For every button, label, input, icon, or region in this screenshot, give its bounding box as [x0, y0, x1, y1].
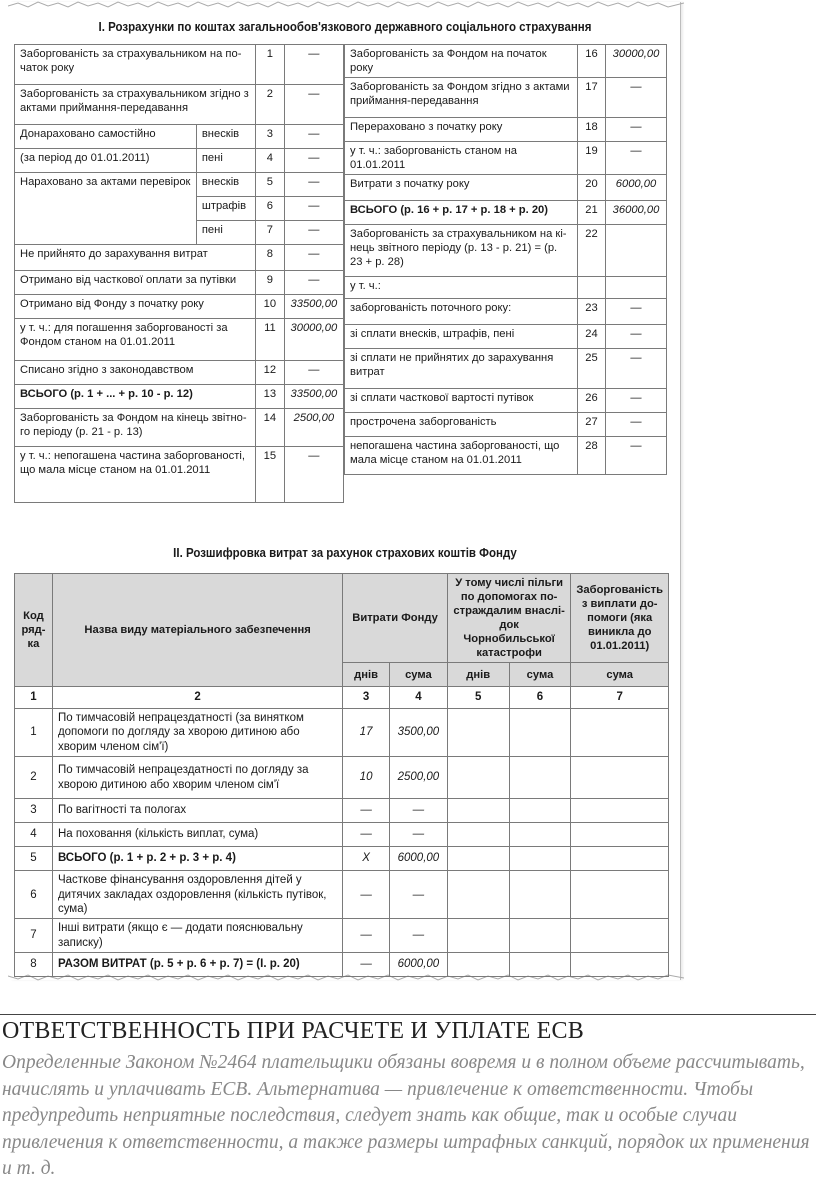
- row-empty: [447, 847, 509, 871]
- row-empty: [447, 953, 509, 977]
- row-label: у т. ч.: для погашення заборгованості за Фондом станом на 01.01.2011: [15, 319, 256, 361]
- row-empty: [509, 953, 571, 977]
- table-row: [345, 45, 667, 78]
- header-sum-2: сума: [509, 663, 571, 687]
- table-row: [345, 201, 667, 225]
- row-empty: [509, 871, 571, 919]
- row-label: Донараховано самостійно: [15, 125, 197, 149]
- row-label: Отримано від Фонду з початку року: [15, 295, 256, 319]
- row-code: 9: [256, 271, 285, 295]
- row-label: Заборгованість за Фондом на початок року: [345, 45, 578, 78]
- row-value: —: [284, 221, 343, 245]
- row-label: у т. ч.: заборгованість станом на 01.01.2011: [345, 142, 578, 175]
- row-empty: [571, 709, 669, 757]
- row-days: Х: [343, 847, 390, 871]
- table-row: [345, 349, 667, 389]
- colnum: 4: [389, 687, 447, 709]
- row-empty: [447, 799, 509, 823]
- header-sum: сума: [389, 663, 447, 687]
- row-code: 15: [256, 447, 285, 503]
- row-sublabel: штрафів: [196, 197, 255, 221]
- row-value: —: [284, 173, 343, 197]
- row-name: На поховання (кількість виплат, сума): [52, 823, 342, 847]
- table-row: [345, 277, 667, 299]
- table-row: [15, 871, 669, 919]
- row-label: заборгованість поточного року:: [345, 299, 578, 325]
- row-sum: 6000,00: [389, 847, 447, 871]
- table-row: [15, 823, 669, 847]
- row-code: 13: [256, 385, 285, 409]
- row-empty: [447, 871, 509, 919]
- row-code: 1: [15, 709, 53, 757]
- row-code: 11: [256, 319, 285, 361]
- row-code: 1: [256, 45, 285, 85]
- row-value: 2500,00: [284, 409, 343, 447]
- table-row: [15, 173, 344, 197]
- row-label: Витрати з початку року: [345, 175, 578, 201]
- row-code: 8: [256, 245, 285, 271]
- row-code: 3: [256, 125, 285, 149]
- table-row: [345, 118, 667, 142]
- row-empty: [509, 757, 571, 799]
- row-code: 3: [15, 799, 53, 823]
- table-row: [15, 709, 669, 757]
- row-value: 33500,00: [284, 295, 343, 319]
- row-days: —: [343, 919, 390, 953]
- colnum: 3: [343, 687, 390, 709]
- header-fund: Витрати Фонду: [343, 574, 448, 663]
- row-sublabel: внесків: [196, 173, 255, 197]
- row-value: —: [606, 299, 667, 325]
- table-row: [15, 847, 669, 871]
- row-value: —: [606, 389, 667, 413]
- row-label: Заборгованість за страхувальником згідно з актами приймання-передавання: [15, 85, 256, 125]
- row-name: По тимчасовій непрацездатності (за винятком допомоги по догляду за хворою дитиною або хворим членом сім'ї): [52, 709, 342, 757]
- row-days: —: [343, 953, 390, 977]
- row-label: Не прийнято до зарахування витрат: [15, 245, 256, 271]
- table-row: [15, 45, 344, 85]
- row-code: 21: [578, 201, 606, 225]
- row-name: Часткове фінансування оздоровлення дітей у дитячих закладах оздоровлення (кількість путівок, сума): [52, 871, 342, 919]
- header-days-2: днів: [447, 663, 509, 687]
- table-row: [345, 225, 667, 277]
- row-name: Інші витрати (якщо є — додати пояснювальну записку): [52, 919, 342, 953]
- row-empty: [571, 919, 669, 953]
- row-value: —: [284, 361, 343, 385]
- row-code: 26: [578, 389, 606, 413]
- row-label: у т. ч.:: [345, 277, 578, 299]
- header-name: Назва виду матеріального забезпечення: [52, 574, 342, 687]
- row-value: —: [284, 45, 343, 85]
- section1-title: І. Розрахунки по коштах загальнообов'язкового державного соціального страхування: [98, 20, 592, 34]
- row-label: Заборгованість за страхувальником на кі-нець звітного періоду (р. 13 - р. 21) = (р. 23 + р. 28): [345, 225, 578, 277]
- row-sublabel: пені: [196, 149, 255, 173]
- row-label: зі сплати часткової вартості путівок: [345, 389, 578, 413]
- row-empty: [509, 919, 571, 953]
- row-code: 2: [256, 85, 285, 125]
- row-sum: —: [389, 919, 447, 953]
- row-label: Отримано від часткової оплати за путівки: [15, 271, 256, 295]
- row-days: —: [343, 823, 390, 847]
- row-code: 19: [578, 142, 606, 175]
- row-code: 25: [578, 349, 606, 389]
- row-value: 36000,00: [606, 201, 667, 225]
- section1-left-table: [14, 44, 344, 503]
- row-value: —: [284, 85, 343, 125]
- row-label: Заборгованість за страхувальником на по-чаток року: [15, 45, 256, 85]
- row-name: РАЗОМ ВИТРАТ (р. 5 + р. 6 + р. 7) = (І. р. 20): [52, 953, 342, 977]
- row-sum: —: [389, 799, 447, 823]
- row-code: 8: [15, 953, 53, 977]
- row-days: —: [343, 799, 390, 823]
- row-empty: [447, 919, 509, 953]
- row-value: —: [284, 125, 343, 149]
- header-days: днів: [343, 663, 390, 687]
- table-row: [15, 361, 344, 385]
- table-row: [15, 125, 344, 149]
- row-value: —: [606, 413, 667, 437]
- row-label: Перераховано з початку року: [345, 118, 578, 142]
- row-label: у т. ч.: непогашена частина заборгованості, що мала місце станом на 01.01.2011: [15, 447, 256, 503]
- row-code: 6: [256, 197, 285, 221]
- row-code: 17: [578, 78, 606, 118]
- table-row: [345, 437, 667, 475]
- table-row: [15, 447, 344, 503]
- row-value: 30000,00: [284, 319, 343, 361]
- row-label: зі сплати внесків, штрафів, пені: [345, 325, 578, 349]
- row-label: Списано згідно з законодавством: [15, 361, 256, 385]
- row-code: 24: [578, 325, 606, 349]
- row-code: 22: [578, 225, 606, 277]
- row-label: непогашена частина заборгованості, що мала місце станом на 01.01.2011: [345, 437, 578, 475]
- row-value: —: [284, 447, 343, 503]
- row-empty: [571, 847, 669, 871]
- divider: [0, 1014, 816, 1015]
- table-row: [345, 413, 667, 437]
- row-name: По тимчасовій непрацездатності по догляду за хворою дитиною або хворим членом сім'ї: [52, 757, 342, 799]
- row-value: —: [606, 78, 667, 118]
- colnum: 1: [15, 687, 53, 709]
- row-sublabel: внесків: [196, 125, 255, 149]
- colnum: 5: [447, 687, 509, 709]
- colnum: 2: [52, 687, 342, 709]
- row-label: Заборгованість за Фондом на кінець звітно-го періоду (р. 21 - р. 13): [15, 409, 256, 447]
- row-name: По вагітності та пологах: [52, 799, 342, 823]
- section2-title: ІІ. Розшифровка витрат за рахунок страхових коштів Фонду: [173, 546, 517, 560]
- header-chornobyl: У тому числі пільги по допомогах по-страждалим внаслі-док Чорнобильської катастрофи: [447, 574, 571, 663]
- row-name: ВСЬОГО (р. 1 + р. 2 + р. 3 + р. 4): [52, 847, 342, 871]
- row-days: 17: [343, 709, 390, 757]
- article-lead: Определенные Законом №2464 плательщики обязаны вовремя и в полном объеме рассчитывать, начислять и уплачивать ЕСВ. Альтернатива — привлечение к ответственности. Чтобы предупредить неприятные последствия, следует знать как общие, так и особые случаи привлечения к ответственности, а также размеры штрафных санкций, порядок их применения и т. д.: [2, 1052, 810, 1179]
- row-label: прострочена заборгованість: [345, 413, 578, 437]
- row-value: —: [284, 149, 343, 173]
- table-row: [345, 389, 667, 413]
- row-empty: [509, 847, 571, 871]
- article-heading: ОТВЕТСТВЕННОСТЬ ПРИ РАСЧЕТЕ И УПЛАТЕ ЕСВ: [2, 1018, 584, 1044]
- row-sum: —: [389, 823, 447, 847]
- row-empty: [447, 823, 509, 847]
- colnum: 7: [571, 687, 669, 709]
- row-code: 18: [578, 118, 606, 142]
- row-empty: [571, 953, 669, 977]
- row-code: 4: [256, 149, 285, 173]
- table-row: [15, 85, 344, 125]
- row-sum: 2500,00: [389, 757, 447, 799]
- row-value: —: [606, 325, 667, 349]
- table-row: [15, 271, 344, 295]
- row-value: —: [284, 197, 343, 221]
- row-empty: [509, 799, 571, 823]
- table-row: [15, 409, 344, 447]
- row-value: 6000,00: [606, 175, 667, 201]
- row-value: —: [606, 349, 667, 389]
- row-code: 10: [256, 295, 285, 319]
- row-label: (за період до 01.01.2011): [15, 149, 197, 173]
- row-sum: 6000,00: [389, 953, 447, 977]
- row-code: 2: [15, 757, 53, 799]
- table-row: [15, 319, 344, 361]
- table-row: [345, 325, 667, 349]
- header-sum-3: сума: [571, 663, 669, 687]
- row-sublabel: пені: [196, 221, 255, 245]
- table-row: [15, 385, 344, 409]
- row-empty: [571, 871, 669, 919]
- row-empty: [447, 757, 509, 799]
- row-empty: [571, 757, 669, 799]
- row-code: 6: [15, 871, 53, 919]
- row-code: 14: [256, 409, 285, 447]
- table-row: [15, 799, 669, 823]
- section2-table: [14, 573, 669, 977]
- row-sum: 3500,00: [389, 709, 447, 757]
- row-label: зі сплати не прийнятих до зарахування витрат: [345, 349, 578, 389]
- row-empty: [509, 823, 571, 847]
- torn-edge-top: [8, 0, 684, 10]
- row-code: 4: [15, 823, 53, 847]
- row-code: 5: [15, 847, 53, 871]
- row-label: ВСЬОГО (р. 16 + р. 17 + р. 18 + р. 20): [345, 201, 578, 225]
- section1-right-table: [344, 44, 667, 475]
- table-row: [15, 919, 669, 953]
- row-code: 20: [578, 175, 606, 201]
- row-value: —: [606, 437, 667, 475]
- colnum: 6: [509, 687, 571, 709]
- row-value: —: [606, 118, 667, 142]
- table-row: [345, 299, 667, 325]
- row-label: Нараховано за актами перевірок: [15, 173, 197, 245]
- row-code: 23: [578, 299, 606, 325]
- row-code: 12: [256, 361, 285, 385]
- row-value: 30000,00: [606, 45, 667, 78]
- row-code: 27: [578, 413, 606, 437]
- table-row: [15, 757, 669, 799]
- row-value: —: [284, 271, 343, 295]
- row-value: [606, 225, 667, 277]
- table-row: [345, 142, 667, 175]
- row-code: [578, 277, 606, 299]
- table-row: [15, 953, 669, 977]
- row-label: Заборгованість за Фондом згідно з актами приймання-передавання: [345, 78, 578, 118]
- row-sum: —: [389, 871, 447, 919]
- table-row: [15, 295, 344, 319]
- row-empty: [509, 709, 571, 757]
- row-value: —: [606, 142, 667, 175]
- table-row: [15, 149, 344, 173]
- row-days: 10: [343, 757, 390, 799]
- row-code: 7: [15, 919, 53, 953]
- header-debt: Заборгованість з виплати до-помоги (яка виникла до 01.01.2011): [571, 574, 669, 663]
- row-empty: [447, 709, 509, 757]
- row-days: —: [343, 871, 390, 919]
- row-value: —: [284, 245, 343, 271]
- table-row: [15, 245, 344, 271]
- row-code: 7: [256, 221, 285, 245]
- row-label: ВСЬОГО (р. 1 + ... + р. 10 - р. 12): [15, 385, 256, 409]
- row-code: 5: [256, 173, 285, 197]
- table-row: [345, 78, 667, 118]
- table-row: [345, 175, 667, 201]
- row-code: 28: [578, 437, 606, 475]
- row-value: 33500,00: [284, 385, 343, 409]
- row-empty: [571, 823, 669, 847]
- row-empty: [571, 799, 669, 823]
- header-code: Код ряд-ка: [15, 574, 53, 687]
- row-code: 16: [578, 45, 606, 78]
- row-value: [606, 277, 667, 299]
